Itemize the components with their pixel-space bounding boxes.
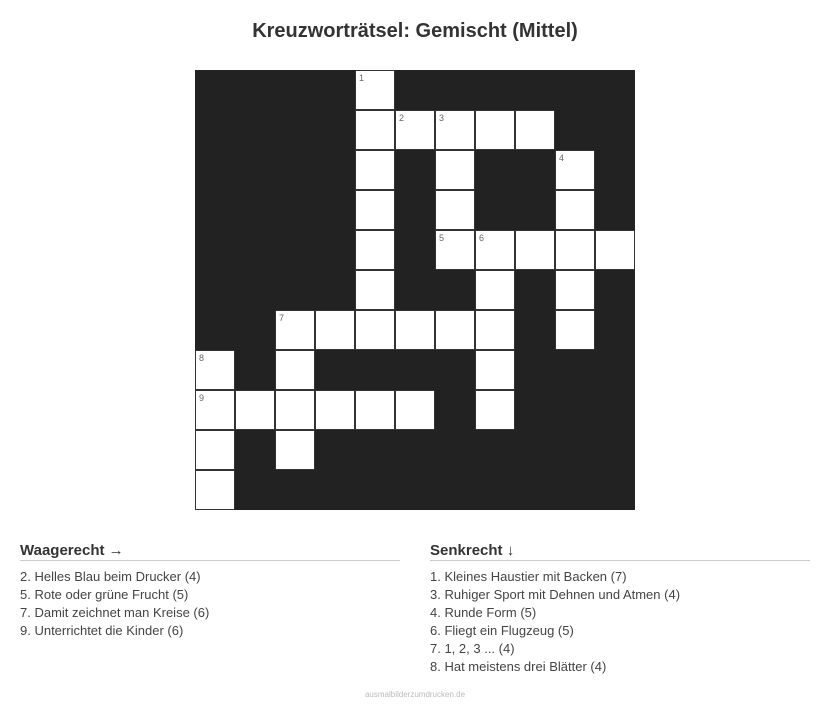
crossword-cell[interactable] xyxy=(355,270,395,310)
across-clue: 9. Unterrichtet die Kinder (6) xyxy=(20,623,184,638)
crossword-cell[interactable] xyxy=(395,390,435,430)
crossword-cell[interactable] xyxy=(315,390,355,430)
clue-number: 1 xyxy=(359,73,365,83)
crossword-cell[interactable] xyxy=(355,390,395,430)
crossword-cell[interactable] xyxy=(195,390,235,430)
down-clue: 7. 1, 2, 3 ... (4) xyxy=(430,641,515,656)
crossword-cell[interactable] xyxy=(355,230,395,270)
crossword-cell[interactable] xyxy=(355,110,395,150)
crossword-cell[interactable] xyxy=(275,350,315,390)
across-clue-list xyxy=(20,568,400,640)
crossword-cell[interactable] xyxy=(475,310,515,350)
crossword-cell[interactable] xyxy=(555,190,595,230)
across-clue: 5. Rote oder grüne Frucht (5) xyxy=(20,587,189,602)
clue-number: 3 xyxy=(439,113,445,123)
clue-number: 5 xyxy=(439,233,445,243)
crossword-cell[interactable] xyxy=(235,390,275,430)
clue-number: 7 xyxy=(279,313,285,323)
down-clue: 4. Runde Form (5) xyxy=(430,605,537,620)
crossword-cell[interactable] xyxy=(555,270,595,310)
crossword-cell[interactable] xyxy=(355,70,395,110)
clue-number: 8 xyxy=(199,353,205,363)
crossword-cell[interactable] xyxy=(435,110,475,150)
crossword-cell[interactable] xyxy=(475,270,515,310)
crossword-cell[interactable] xyxy=(595,230,635,270)
crossword-cell[interactable] xyxy=(555,150,595,190)
clue-number: 9 xyxy=(199,393,205,403)
crossword-cell[interactable] xyxy=(475,390,515,430)
crossword-cell[interactable] xyxy=(355,190,395,230)
crossword-cell[interactable] xyxy=(195,470,235,510)
page-title: Kreuzworträtsel: Gemischt (Mittel) xyxy=(252,20,578,42)
crossword-cell[interactable] xyxy=(315,310,355,350)
crossword-cell[interactable] xyxy=(475,350,515,390)
across-clues xyxy=(20,542,400,640)
crossword-cell[interactable] xyxy=(475,230,515,270)
crossword-cell[interactable] xyxy=(435,190,475,230)
clue-number: 6 xyxy=(479,233,485,243)
down-clues xyxy=(430,542,810,676)
crossword-grid xyxy=(195,70,635,510)
crossword-cell[interactable] xyxy=(435,310,475,350)
crossword-cell[interactable] xyxy=(355,310,395,350)
crossword-cell[interactable] xyxy=(555,310,595,350)
across-clue: 7. Damit zeichnet man Kreise (6) xyxy=(20,605,210,620)
crossword-cell[interactable] xyxy=(275,310,315,350)
crossword-cell[interactable] xyxy=(435,150,475,190)
crossword-cell[interactable] xyxy=(195,430,235,470)
crossword-cell[interactable] xyxy=(395,110,435,150)
crossword-cell[interactable] xyxy=(475,110,515,150)
down-clue-list xyxy=(430,568,810,676)
down-clue: 6. Fliegt ein Flugzeug (5) xyxy=(430,623,574,638)
down-clue: 3. Ruhiger Sport mit Dehnen und Atmen (4) xyxy=(430,587,681,602)
crossword-cell[interactable] xyxy=(275,390,315,430)
crossword-cell[interactable] xyxy=(195,350,235,390)
down-clue: 8. Hat meistens drei Blätter (4) xyxy=(430,659,607,674)
crossword-cell[interactable] xyxy=(435,230,475,270)
crossword-cell[interactable] xyxy=(355,150,395,190)
clue-number: 2 xyxy=(399,113,405,123)
footer-watermark: ausmalbilderzumdrucken.de xyxy=(364,690,466,699)
across-heading: Waagerecht → xyxy=(20,542,400,561)
across-clue: 2. Helles Blau beim Drucker (4) xyxy=(20,569,201,584)
crossword-cell[interactable] xyxy=(555,230,595,270)
crossword-cell[interactable] xyxy=(515,230,555,270)
down-clue: 1. Kleines Haustier mit Backen (7) xyxy=(430,569,627,584)
crossword-cell[interactable] xyxy=(395,310,435,350)
crossword-cell[interactable] xyxy=(515,110,555,150)
clue-number: 4 xyxy=(559,153,565,163)
crossword-cell[interactable] xyxy=(275,430,315,470)
down-heading: Senkrecht ↓ xyxy=(430,542,810,561)
